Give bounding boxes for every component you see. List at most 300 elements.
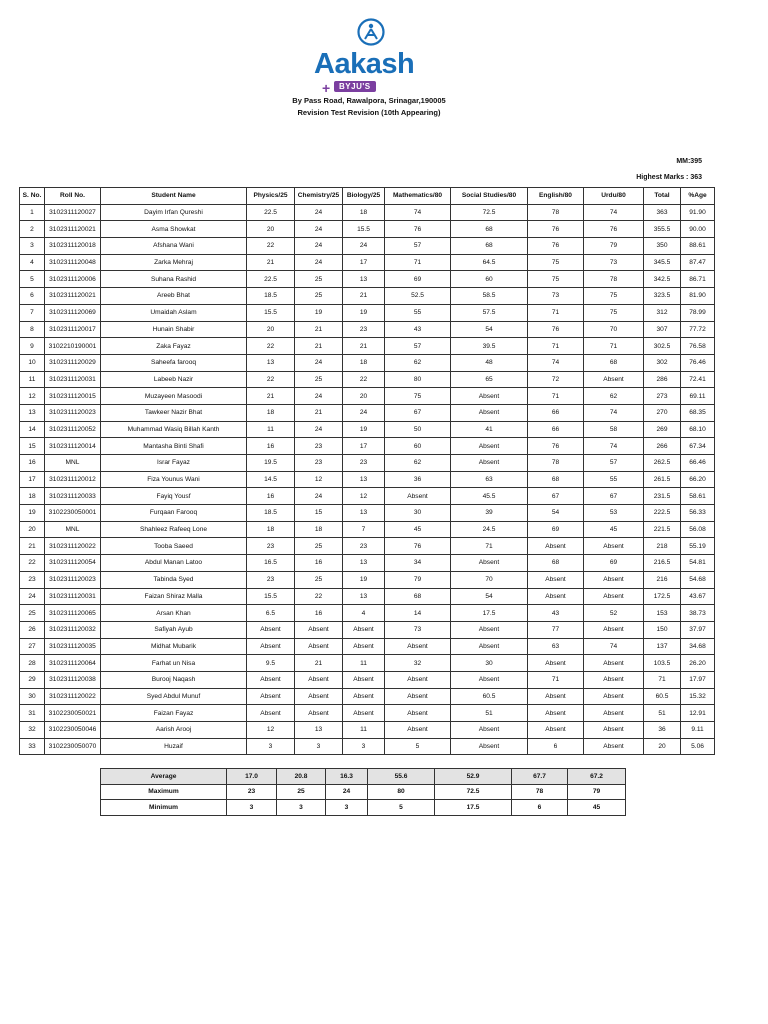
- table-cell: 66.20: [681, 471, 715, 488]
- table-cell: 71: [451, 538, 528, 555]
- table-cell: Burooj Naqash: [101, 671, 247, 688]
- table-cell: Absent: [528, 538, 584, 555]
- table-cell: Absent: [584, 571, 644, 588]
- brand-name: Aakash: [314, 48, 415, 80]
- table-cell: Arsan Khan: [101, 605, 247, 622]
- table-cell: 3102311120038: [45, 671, 101, 688]
- table-cell: 76: [528, 438, 584, 455]
- table-cell: 24.5: [451, 521, 528, 538]
- table-row: [20, 404, 715, 421]
- table-cell: 54: [451, 321, 528, 338]
- table-cell: Muzayeen Masoodi: [101, 388, 247, 405]
- table-cell: 3102311120023: [45, 571, 101, 588]
- table-cell: 1: [20, 204, 45, 221]
- summary-cell: 3: [277, 800, 326, 816]
- table-cell: 54: [451, 588, 528, 605]
- table-row: [20, 705, 715, 722]
- table-cell: 74: [584, 638, 644, 655]
- table-cell: Abdul Manan Latoo: [101, 555, 247, 572]
- table-cell: 13: [20, 404, 45, 421]
- table-cell: 81.90: [681, 288, 715, 305]
- table-cell: 54.68: [681, 571, 715, 588]
- table-cell: 55.19: [681, 538, 715, 555]
- table-cell: 63: [451, 471, 528, 488]
- table-cell: 22: [247, 338, 295, 355]
- table-cell: 273: [644, 388, 681, 405]
- table-row: [20, 588, 715, 605]
- table-cell: 62: [385, 354, 451, 371]
- table-cell: 66: [528, 421, 584, 438]
- table-cell: 3102311120021: [45, 288, 101, 305]
- table-cell: Faizan Shiraz Malla: [101, 588, 247, 605]
- table-cell: 9.11: [681, 722, 715, 739]
- table-cell: 19: [20, 505, 45, 522]
- table-cell: Areeb Bhat: [101, 288, 247, 305]
- table-cell: 231.5: [644, 488, 681, 505]
- table-cell: 75: [528, 271, 584, 288]
- table-cell: 29: [20, 671, 45, 688]
- table-cell: 69: [528, 521, 584, 538]
- table-cell: 72: [528, 371, 584, 388]
- table-cell: 172.5: [644, 588, 681, 605]
- table-cell: 17.5: [451, 605, 528, 622]
- table-row: [20, 271, 715, 288]
- table-cell: 19: [343, 571, 385, 588]
- table-cell: Absent: [584, 705, 644, 722]
- table-cell: 3102311120032: [45, 621, 101, 638]
- table-cell: Dayim Irfan Qureshi: [101, 204, 247, 221]
- table-cell: 3: [343, 738, 385, 755]
- summary-cell: 45: [568, 800, 626, 816]
- table-cell: 3102311120031: [45, 588, 101, 605]
- table-cell: 75: [584, 288, 644, 305]
- table-cell: 34.68: [681, 638, 715, 655]
- table-cell: Absent: [247, 638, 295, 655]
- table-cell: 72.41: [681, 371, 715, 388]
- table-cell: 3: [247, 738, 295, 755]
- table-row: [20, 571, 715, 588]
- table-cell: 10: [20, 354, 45, 371]
- table-cell: 3102311120052: [45, 421, 101, 438]
- table-cell: 58.5: [451, 288, 528, 305]
- table-cell: Umaidah Aslam: [101, 304, 247, 321]
- table-cell: 71: [528, 388, 584, 405]
- table-cell: 9: [20, 338, 45, 355]
- table-cell: 68: [385, 588, 451, 605]
- table-cell: 3102311120006: [45, 271, 101, 288]
- column-header: Physics/25: [247, 188, 295, 205]
- table-cell: 60.5: [451, 688, 528, 705]
- table-cell: Absent: [385, 488, 451, 505]
- byjus-badge: BYJU'S: [334, 81, 376, 92]
- table-cell: 24: [295, 204, 343, 221]
- table-cell: 15: [20, 438, 45, 455]
- table-cell: 36: [644, 722, 681, 739]
- table-cell: 3102230050001: [45, 505, 101, 522]
- table-cell: 25: [295, 538, 343, 555]
- table-cell: 16.5: [247, 555, 295, 572]
- table-cell: 32: [385, 655, 451, 672]
- table-cell: 15.5: [343, 221, 385, 238]
- summary-cell: 67.2: [568, 769, 626, 785]
- table-cell: 37.97: [681, 621, 715, 638]
- table-row: [20, 605, 715, 622]
- table-cell: 11: [20, 371, 45, 388]
- table-row: [20, 488, 715, 505]
- table-cell: 12: [20, 388, 45, 405]
- table-cell: 21: [20, 538, 45, 555]
- table-cell: 90.00: [681, 221, 715, 238]
- table-cell: 22.5: [247, 204, 295, 221]
- table-cell: 15.32: [681, 688, 715, 705]
- table-cell: Absent: [247, 705, 295, 722]
- table-cell: 17: [343, 254, 385, 271]
- table-cell: 7: [343, 521, 385, 538]
- table-cell: 13: [343, 505, 385, 522]
- table-cell: Absent: [451, 621, 528, 638]
- table-cell: 71: [528, 338, 584, 355]
- table-cell: 24: [295, 238, 343, 255]
- table-cell: 11: [343, 655, 385, 672]
- table-row: [20, 455, 715, 472]
- summary-cell: 17.0: [227, 769, 277, 785]
- table-cell: Absent: [584, 671, 644, 688]
- table-cell: 18.5: [247, 288, 295, 305]
- table-cell: 36: [385, 471, 451, 488]
- table-cell: Absent: [584, 688, 644, 705]
- table-cell: 74: [584, 204, 644, 221]
- table-cell: Hunain Shabir: [101, 321, 247, 338]
- table-cell: Labeeb Nazir: [101, 371, 247, 388]
- table-cell: 43: [528, 605, 584, 622]
- table-cell: 312: [644, 304, 681, 321]
- table-cell: Asma Showkat: [101, 221, 247, 238]
- summary-cell: 17.5: [435, 800, 512, 816]
- table-row: [20, 304, 715, 321]
- max-marks: MM:395: [676, 158, 702, 165]
- table-cell: 16: [295, 605, 343, 622]
- table-cell: 24: [343, 238, 385, 255]
- table-cell: 76: [385, 221, 451, 238]
- table-cell: 3: [20, 238, 45, 255]
- table-cell: Absent: [385, 722, 451, 739]
- summary-cell: 79: [568, 784, 626, 800]
- column-header: Mathematics/80: [385, 188, 451, 205]
- table-cell: 24: [295, 254, 343, 271]
- table-cell: 45: [584, 521, 644, 538]
- highest-marks: Highest Marks : 363: [636, 174, 702, 181]
- summary-cell: 72.5: [435, 784, 512, 800]
- table-cell: 218: [644, 538, 681, 555]
- table-cell: 153: [644, 605, 681, 622]
- table-row: [20, 204, 715, 221]
- table-cell: Absent: [584, 371, 644, 388]
- table-cell: Absent: [584, 722, 644, 739]
- table-cell: Absent: [343, 671, 385, 688]
- table-cell: 50: [385, 421, 451, 438]
- table-cell: 56.33: [681, 505, 715, 522]
- table-row: [20, 738, 715, 755]
- table-cell: 19: [343, 304, 385, 321]
- table-cell: Absent: [343, 621, 385, 638]
- table-cell: 68: [528, 471, 584, 488]
- table-cell: 24: [295, 354, 343, 371]
- table-cell: 17.97: [681, 671, 715, 688]
- table-cell: 74: [528, 354, 584, 371]
- table-row: [20, 371, 715, 388]
- table-cell: 58: [584, 421, 644, 438]
- table-cell: 68: [528, 555, 584, 572]
- table-row: [20, 555, 715, 572]
- table-row: [20, 321, 715, 338]
- table-cell: Absent: [295, 621, 343, 638]
- table-cell: Zarka Mehraj: [101, 254, 247, 271]
- table-cell: 68: [584, 354, 644, 371]
- table-cell: 3102311120023: [45, 404, 101, 421]
- aakash-logo: [300, 18, 460, 94]
- table-cell: 11: [343, 722, 385, 739]
- table-cell: 3102311120015: [45, 388, 101, 405]
- table-cell: 30: [20, 688, 45, 705]
- table-cell: Absent: [528, 722, 584, 739]
- table-cell: 67: [385, 404, 451, 421]
- table-cell: Absent: [247, 621, 295, 638]
- summary-cell: 67.7: [512, 769, 568, 785]
- table-cell: Absent: [247, 688, 295, 705]
- table-cell: 78: [528, 455, 584, 472]
- table-cell: 39: [451, 505, 528, 522]
- column-header: Urdu/80: [584, 188, 644, 205]
- table-cell: 21: [343, 288, 385, 305]
- table-cell: Safiyah Ayub: [101, 621, 247, 638]
- table-cell: 150: [644, 621, 681, 638]
- table-cell: 5.06: [681, 738, 715, 755]
- table-cell: 20: [343, 388, 385, 405]
- table-cell: Absent: [385, 638, 451, 655]
- table-cell: 3102230050070: [45, 738, 101, 755]
- table-cell: 15.5: [247, 304, 295, 321]
- table-cell: 64.5: [451, 254, 528, 271]
- table-cell: 17: [20, 471, 45, 488]
- table-cell: 286: [644, 371, 681, 388]
- table-cell: 3102311120065: [45, 605, 101, 622]
- table-cell: 68.35: [681, 404, 715, 421]
- table-cell: 76.58: [681, 338, 715, 355]
- table-cell: 67: [528, 488, 584, 505]
- table-cell: 57: [385, 338, 451, 355]
- table-row: [20, 238, 715, 255]
- table-cell: 67: [584, 488, 644, 505]
- table-cell: 23: [343, 321, 385, 338]
- table-cell: Absent: [584, 738, 644, 755]
- table-cell: 3: [295, 738, 343, 755]
- table-cell: 78: [584, 271, 644, 288]
- table-cell: 323.5: [644, 288, 681, 305]
- table-cell: 71: [644, 671, 681, 688]
- table-cell: 13: [343, 271, 385, 288]
- table-cell: Absent: [295, 688, 343, 705]
- summary-cell: 3: [326, 800, 368, 816]
- table-row: [20, 688, 715, 705]
- table-cell: 70: [451, 571, 528, 588]
- table-cell: 77.72: [681, 321, 715, 338]
- test-title: Revision Test Revision (10th Appearing): [297, 108, 441, 117]
- table-cell: Absent: [528, 688, 584, 705]
- table-cell: 5: [20, 271, 45, 288]
- table-cell: 18: [343, 204, 385, 221]
- table-cell: 216.5: [644, 555, 681, 572]
- table-cell: Absent: [295, 705, 343, 722]
- table-cell: 9.5: [247, 655, 295, 672]
- table-cell: 74: [385, 204, 451, 221]
- table-cell: 16: [247, 488, 295, 505]
- table-cell: 51: [451, 705, 528, 722]
- table-cell: 31: [20, 705, 45, 722]
- table-cell: 3102311120035: [45, 638, 101, 655]
- table-cell: 65: [451, 371, 528, 388]
- table-row: [20, 221, 715, 238]
- table-cell: 13: [295, 722, 343, 739]
- column-header: Total: [644, 188, 681, 205]
- table-cell: 16: [295, 555, 343, 572]
- table-cell: 22: [247, 371, 295, 388]
- table-cell: 68: [451, 221, 528, 238]
- table-cell: 3102311120021: [45, 221, 101, 238]
- table-cell: 13: [247, 354, 295, 371]
- table-cell: 48: [451, 354, 528, 371]
- table-cell: 86.71: [681, 271, 715, 288]
- table-cell: Absent: [528, 655, 584, 672]
- table-cell: 45: [385, 521, 451, 538]
- table-cell: 26.20: [681, 655, 715, 672]
- table-cell: 22.5: [247, 271, 295, 288]
- table-cell: 75: [385, 388, 451, 405]
- table-cell: 20: [247, 221, 295, 238]
- table-cell: 76: [528, 238, 584, 255]
- summary-cell: 5: [368, 800, 435, 816]
- table-cell: 57.5: [451, 304, 528, 321]
- table-cell: 23: [295, 455, 343, 472]
- table-cell: Absent: [451, 438, 528, 455]
- table-cell: 22: [247, 238, 295, 255]
- table-cell: 43: [385, 321, 451, 338]
- table-cell: 14.5: [247, 471, 295, 488]
- table-cell: 23: [343, 538, 385, 555]
- summary-cell: 3: [227, 800, 277, 816]
- column-header: Social Studies/80: [451, 188, 528, 205]
- table-cell: 266: [644, 438, 681, 455]
- table-cell: 69: [385, 271, 451, 288]
- table-row: [20, 671, 715, 688]
- table-cell: 18: [20, 488, 45, 505]
- table-cell: Mantasha Binti Shafi: [101, 438, 247, 455]
- table-cell: 53: [584, 505, 644, 522]
- table-cell: 14: [20, 421, 45, 438]
- table-row: [20, 638, 715, 655]
- table-cell: 19: [295, 304, 343, 321]
- table-cell: 3102311120022: [45, 538, 101, 555]
- table-cell: 20: [20, 521, 45, 538]
- table-cell: Absent: [385, 705, 451, 722]
- table-cell: 21: [295, 404, 343, 421]
- table-cell: Tooba Saeed: [101, 538, 247, 555]
- table-cell: 13: [343, 471, 385, 488]
- table-cell: 3102311120054: [45, 555, 101, 572]
- table-cell: 18: [343, 354, 385, 371]
- table-cell: Absent: [295, 671, 343, 688]
- table-cell: 302: [644, 354, 681, 371]
- table-cell: 222.5: [644, 505, 681, 522]
- table-cell: 23: [247, 571, 295, 588]
- column-header: S. No.: [20, 188, 45, 205]
- table-cell: 54: [528, 505, 584, 522]
- table-cell: 355.5: [644, 221, 681, 238]
- table-cell: 75: [584, 304, 644, 321]
- table-cell: 6: [20, 288, 45, 305]
- table-cell: 22: [295, 588, 343, 605]
- table-row: [20, 722, 715, 739]
- table-cell: Saheefa farooq: [101, 354, 247, 371]
- table-cell: 4: [20, 254, 45, 271]
- table-cell: 25: [295, 288, 343, 305]
- table-cell: 58.61: [681, 488, 715, 505]
- table-cell: Israr Fayaz: [101, 455, 247, 472]
- table-cell: Farhat un Nisa: [101, 655, 247, 672]
- table-cell: 24: [343, 404, 385, 421]
- table-cell: 79: [584, 238, 644, 255]
- table-cell: 68.10: [681, 421, 715, 438]
- table-cell: 76: [528, 321, 584, 338]
- table-cell: 345.5: [644, 254, 681, 271]
- table-cell: 8: [20, 321, 45, 338]
- table-cell: 13: [343, 555, 385, 572]
- table-cell: Absent: [295, 638, 343, 655]
- table-cell: 67.34: [681, 438, 715, 455]
- table-cell: Absent: [247, 671, 295, 688]
- table-cell: MNL: [45, 521, 101, 538]
- table-cell: Faizan Fayaz: [101, 705, 247, 722]
- table-cell: Absent: [451, 455, 528, 472]
- table-cell: 23: [295, 438, 343, 455]
- table-cell: Tabinda Syed: [101, 571, 247, 588]
- table-cell: 18: [295, 521, 343, 538]
- table-cell: Absent: [385, 688, 451, 705]
- table-cell: 75: [528, 254, 584, 271]
- table-cell: 76.46: [681, 354, 715, 371]
- table-cell: Absent: [451, 738, 528, 755]
- column-header: Chemistry/25: [295, 188, 343, 205]
- table-cell: 12: [295, 471, 343, 488]
- table-cell: Absent: [584, 588, 644, 605]
- table-cell: 76: [528, 221, 584, 238]
- column-header: %Age: [681, 188, 715, 205]
- table-cell: Afshana Wani: [101, 238, 247, 255]
- table-cell: 3102311120029: [45, 354, 101, 371]
- table-cell: 13: [343, 588, 385, 605]
- table-cell: Absent: [451, 555, 528, 572]
- table-cell: Muhammad Wasiq Billah Kanth: [101, 421, 247, 438]
- table-cell: Absent: [584, 538, 644, 555]
- summary-cell: 6: [512, 800, 568, 816]
- table-cell: 307: [644, 321, 681, 338]
- table-cell: Syed Abdul Munuf: [101, 688, 247, 705]
- table-cell: 57: [584, 455, 644, 472]
- table-cell: 88.61: [681, 238, 715, 255]
- table-cell: 87.47: [681, 254, 715, 271]
- table-cell: 76: [385, 538, 451, 555]
- table-cell: 16: [20, 455, 45, 472]
- table-cell: 25: [20, 605, 45, 622]
